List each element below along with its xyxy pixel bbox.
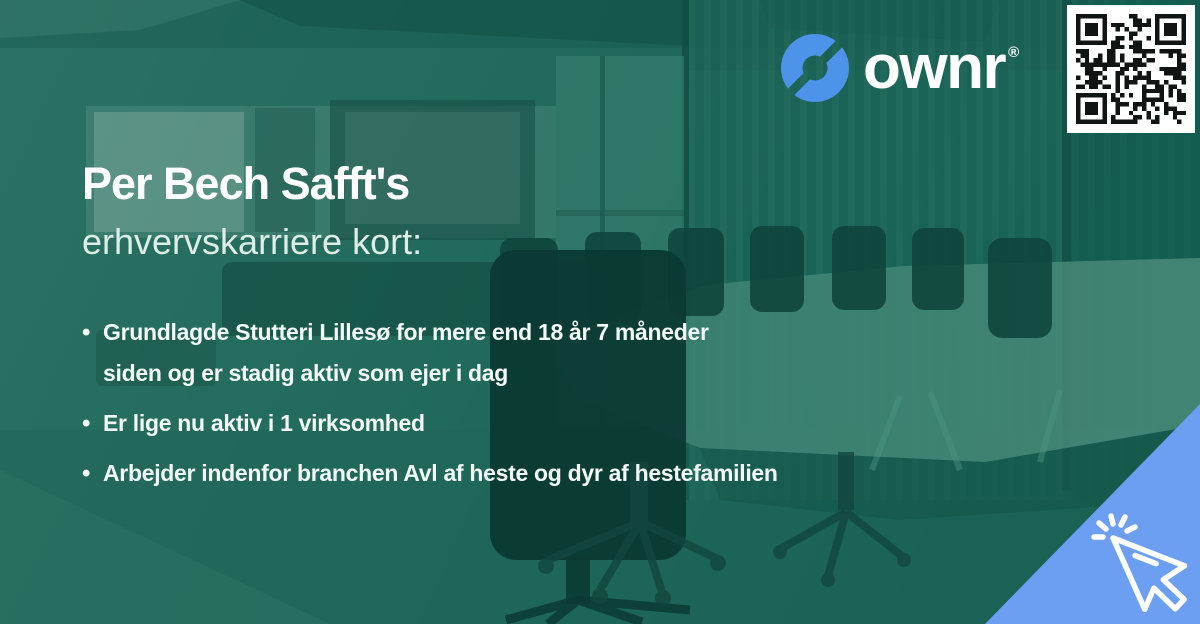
brand-wordmark-wrap	[863, 33, 1020, 102]
card-content	[82, 159, 422, 265]
registered-trademark: ®	[1008, 44, 1020, 61]
brand-logo	[780, 33, 1020, 103]
bullet-text-line: Arbejder indenfor branchen Avl af heste og dyr af hestefamilien	[103, 460, 778, 486]
bullet-item	[82, 453, 952, 494]
bullet-dot: •	[82, 319, 91, 346]
bullet-dot: •	[82, 410, 91, 437]
bullet-list	[82, 312, 952, 503]
bullet-text-line: Grundlagde Stutteri Lillesø for mere end 18 år 7 måneder	[103, 319, 709, 345]
bullet-item	[82, 403, 952, 444]
qr-code-canvas	[1076, 14, 1186, 124]
page-subtitle: erhvervskarriere kort:	[82, 221, 423, 262]
brand-wordmark: ownr	[863, 33, 1006, 102]
bullet-dot: •	[82, 460, 91, 487]
bullet-text-line: Er lige nu aktiv i 1 virksomhed	[103, 410, 425, 436]
ownr-logo-icon	[780, 33, 850, 103]
page-title: Per Bech Safft's	[82, 158, 410, 209]
qr-code	[1067, 5, 1195, 133]
bullet-item	[82, 312, 952, 394]
bullet-text-line: siden og er stadig aktiv som ejer i dag	[103, 360, 508, 386]
